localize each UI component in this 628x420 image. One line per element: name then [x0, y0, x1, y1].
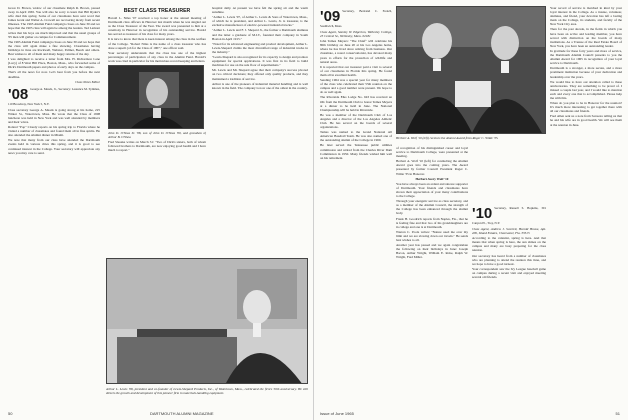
class-year-number: '10 — [472, 205, 493, 222]
paragraph: When do you plan to be in Hanover for the reunion? It's much more interesting to get together there with all our classmates and friends. — [550, 101, 622, 114]
photo-john-oshea — [108, 65, 204, 129]
class-secretary-info: Secretary, Russell S. Hopkins, 301 Canyon Pl., Troy, N.Y. — [472, 206, 546, 225]
office-photo-graphic — [107, 259, 308, 384]
paragraph: Your correspondent saw the Ivy League baseball game on campus during a recent visit and enjoyed meeting several old friends. — [472, 266, 546, 280]
paragraph: The 1965 Alumni Fund campaign closes on June 30 and we hope that the class will again make a fine showing. Classmates having birthdays in June are Rockwell, Webster, Palmer, Beech and others. Best wishes to all of them and many happy returns of the day. — [8, 39, 100, 57]
column-best-class-treasurer — [108, 6, 206, 258]
paragraph: Fred Sleaske writes on March 31: "Two of Dick's sisters, both of whom followed brothers to Dartmouth, are now enjoying good health and I have much to report." — [108, 140, 206, 153]
page-number-left: 50 — [8, 411, 13, 416]
paragraph: Our secretary has heard from a number of classmates who are planning to attend the reunion this June, and we hope to have a good turnout. — [472, 253, 546, 266]
paragraph: The Riverside Elks Lodge No. 643 has received an OK from the Dartmouth Club to honor Temes Meyers at a dinner to be held in June. The National Championship will be held in Riverside. — [320, 95, 392, 112]
paragraph: I was delighted to receive a letter from Mrs. H. Richardson Lane (Lucy) of 8 West Hill Place, Boston, Mass., who forwarded some of Dick's Dartmouth papers and photos of early days on the campus. — [8, 57, 100, 70]
paragraph: Fred Allen sent us a note from Sarasota telling us that he and his wife are in good health. We will see them at the reunion in June. — [550, 114, 622, 127]
signature: Class Notes Editor — [75, 79, 100, 84]
photo-alumni-award — [396, 6, 546, 134]
magazine-title: DARTMOUTH ALUMNI MAGAZINE — [150, 411, 214, 416]
paragraph: Harold L. Niles '07 received a top honor at the annual meeting of Dartmouth class officers in Hanover last month when he was singled out as the Class Treasurer of the Year. The award was presented to him at a ceremony in Hanover in recognition of his outstanding service. Harold has served as treasurer of his class for many years. — [108, 16, 206, 37]
paragraph: Mr. Lewis and Mr. Shepard agree that their company's success pivoted on two critical decisions; they offered only quality products, and they maintained a tradition of service. — [212, 68, 308, 81]
class-heading-1908 — [8, 87, 100, 106]
paragraph: You have always been an ardent and sincere supporter of Dartmouth. Your friends and classmates have shown their appreciation of your many contributions to the College. — [396, 181, 468, 199]
paragraph: Warren C. Poole writes: "Nature used me over my limit and we are slowing down our travels." He sends best wishes to all. — [396, 229, 468, 242]
photo-caption-oshea: John D. O'Shea Sr. '08, son of John D. O'Shea '00, and grandson of Arthur B. O'Shea — [108, 131, 206, 140]
paragraph: Through your energetic service as class secretary, and as a member of the Alumni Council, the strength of the College has been enhanced through the alumni body. — [396, 199, 468, 216]
paragraph: Roland "Pop" Cloudy reports on his spring trip to Florida where he visited a number of classmates and found them all in fine spirits. He also attended the Alumni dinner in Miami. — [8, 125, 100, 138]
paragraph: It is reported that our treasurer paid a visit to several of our classmates in Florida this spring. He found them all in excellent health. — [320, 64, 392, 77]
class-secretary-info: George A. Meads, Jr., Secretary: Laurence M. Symmes, 110 Broadway, New York 5, N.Y. — [8, 86, 100, 106]
paragraph: Herbert A. Wolf '10 (left) for conducting the Alumni Award goes into the coming years. The Award presented by former Council President Roger C. Wilde '35 in Hanover. — [396, 159, 468, 176]
intro-paragraph: Grace D. Brown, widow of our classmate Ralph R. Brown, passed away in April 1965. You will also be sorry to learn that Bill Ryder's wife died this spring. Some of our classmates have sent word that James Grant and Walter A. Crowell are recovering nicely from recent illnesses. The 1965 Alumni Fund campaign closes on June 30 and we hope that the 1905 class will again be among the leaders. Ted Lamont writes that his boys are much improved and that the usual groups of '05 men will gather on campus for Commencement. — [8, 6, 100, 39]
paragraph: Temes was named to the Grand National All American Baseball Team. He was also named one of the outstanding alumni of the College in 1960. — [320, 130, 392, 143]
paragraph: Your secretary understands that the class has one of the highest percentages of participation of any class in the Alumni Fund. Harold's work was cited in particular for his meticulous record keeping and letters. — [108, 50, 206, 63]
paragraph: of recognition of his distinguished career and loyal service to Dartmouth College, were presented at the meeting. — [396, 146, 468, 159]
paragraph: We would like to have our attention called to these anniversaries. They are something to be proud of. I missed a couple last year, and I would like to mention each and every one that is accomplished. Please help me with this. — [550, 79, 622, 100]
paragraph: Arthur is one of the pioneers of industrial material handling and is well known in the field. The company is now one of the oldest in the country. — [212, 81, 308, 90]
column-class-notes-1909 — [320, 6, 392, 404]
class-year-number: '09 — [320, 8, 341, 25]
paragraph: According to the calendar, spring is here. And that means that when spring is here, the sun shines on the campus and many are busy preparing for the class reunion. — [472, 236, 546, 253]
paragraph: Frank H. Goodrich reports from Naples, Fla., that he is feeling fine and that two of his granddaughters are in college and one is at Dartmouth. — [396, 216, 468, 229]
paragraph: hospital daily. At present we have felt the spring air and the warm sunshine. — [212, 6, 308, 15]
right-page — [314, 0, 628, 420]
paragraph: Dartmouth is a stronger, a more secure, and a more prominent institution because of your dedication and leadership over the years. — [550, 66, 622, 79]
paragraph: In gratitude for these forty years and more of service, the Dartmouth Alumni Council presents to you the Alumni Award for 1965 in recognition of your loyal service to Dartmouth. — [550, 48, 622, 66]
column-lewis-shepard — [212, 6, 308, 186]
class-agent-info: Class Agent, Stanley W. Edgerton, Wellesley College, 25 Central St., Wellesley, Mass. 02181 — [320, 30, 392, 39]
paragraph: He later served the Tennessee public utilities commission and retired from the Charles River Dam Commission in 1950. Many friends wished him well on his retirement. — [320, 143, 392, 160]
column-award-citation — [396, 146, 468, 404]
award-photo-graphic — [397, 7, 546, 134]
paragraph: Sending 1964 was a special year for many members of the class who celebrated their 55th reunion on the campus and a good number were present. We hope to do as well again. — [320, 78, 392, 95]
column-citation-continued — [550, 6, 622, 404]
column-class-notes-1905 — [8, 6, 100, 404]
paragraph: John Temes Meyers: "The Chief" will celebrate his 80th birthday on June 20 at his Los Angeles home, where he has lived since retiring from business. Our classmate, a noted conservationist, has devoted many years to efforts for the protection of wildlife and natural areas. — [320, 39, 392, 64]
paragraph: "Noted for its advanced engineering and product development, Arthur L. Lewis-Shepard claims the most diversified range of industrial trucks in the industry." — [212, 41, 308, 54]
paragraph: That's all the news for now. Let's hear from you before the next deadline. — [8, 70, 100, 79]
article-heading: BEST CLASS TREASURER — [123, 8, 191, 14]
paragraph: Your record of service is matched in kind by your loyal interest in the College. As a trustee, volunteer, alumnus, and friend, your devotion has left a lasting mark on the College, its students, and faculty of the New York City area. — [550, 6, 622, 27]
column-class-notes-1910 — [472, 146, 546, 404]
paragraph: "Arthur L. Lewis and F. J. Shepard Jr., the former a Dartmouth alumnus and the latter a graduate of M.I.T., founded their company in South Boston in April 1915." — [212, 28, 308, 41]
paragraph: Class secretary George A. Meads is going strong at his home, 225 Winter St., Watertown, Mass. He wrote that the Class of 1908 luncheon was held in New York and was well attended by members and their wives. — [8, 107, 100, 124]
class-heading-1909 — [320, 9, 392, 28]
paragraph: Then for the past decade, in the fields in which you have been an active and leading member, you have served with distinction on the boards of many institutions. As a Trustee of the Real Estate Board of New York, you have been an outstanding leader. — [550, 27, 622, 48]
award-recipient-name: Herbert Avery Wolf '10 — [415, 176, 449, 181]
paragraph: He was a member of the Dartmouth Club of Los Angeles and a director of the Los Angeles Athletic Club. He has served on the boards of several organizations. — [320, 112, 392, 130]
paragraph: Another year has passed and we again congratulate the following on their birthdays in June: Joseph Bacon, Arthur Wright, William E. Rohe, Ralph W. Wright, Fred Miller. — [396, 243, 468, 260]
class-year-number: '08 — [8, 85, 29, 103]
photo-caption-award: Herbert A. Wolf '10 (left) receives the Alumni Award from Roger C. Wilde '35. — [396, 136, 499, 140]
portrait-photo-graphic — [109, 66, 204, 129]
page-number-right: 51 — [615, 411, 620, 416]
class-agent-info: Class Agent, Andrew J. Scarlett, Harold House, Apt. 206, Island Estates, Clearwater, Fla. 33515 — [472, 227, 546, 236]
photo-arthur-lewis — [106, 258, 308, 384]
photo-caption-lewis: Arthur L. Lewis '08, president and co-founder of Lewis-Shepard Products, Inc., of Watertown, Mass., celebrated the firm's 50th anniversary. He still directs the growth and development of this pioneer firm in materials-handling equipment. — [106, 387, 308, 395]
issue-date: Issue of June 1965 — [320, 411, 354, 416]
class-heading-1910 — [472, 206, 546, 225]
paragraph: "Lewis-Shepard is also recognized for its capacity to design and produce equipment for special applications. It was first in its field to build machines for use on the sale floor of supermarkets." — [212, 55, 308, 68]
paragraph: "Arthur L. Lewis '07, of Arthur L. Lewis & Sons of Watertown, Mass., of which he is president, and Arthur L. Lewis, Jr. is treasurer, is the exclusive manufacturer of electric-powered industrial trucks." — [212, 15, 308, 28]
class-secretary-info: Secretary, Bertrand C. French, Southwich, Mass. — [320, 9, 392, 28]
paragraph: We note that many from our class have attended the Dartmouth events held in various cities this spring, and it is good to see continued interest in the College. Your secretary will appreciate any news you may care to send. — [8, 138, 100, 155]
paragraph: It is nice to know that there is keen interest among the class in the welfare of the College. "Robert Niles is the name of a class treasurer who has done a superb job for the Class of 1907," one officer said. — [108, 37, 206, 50]
